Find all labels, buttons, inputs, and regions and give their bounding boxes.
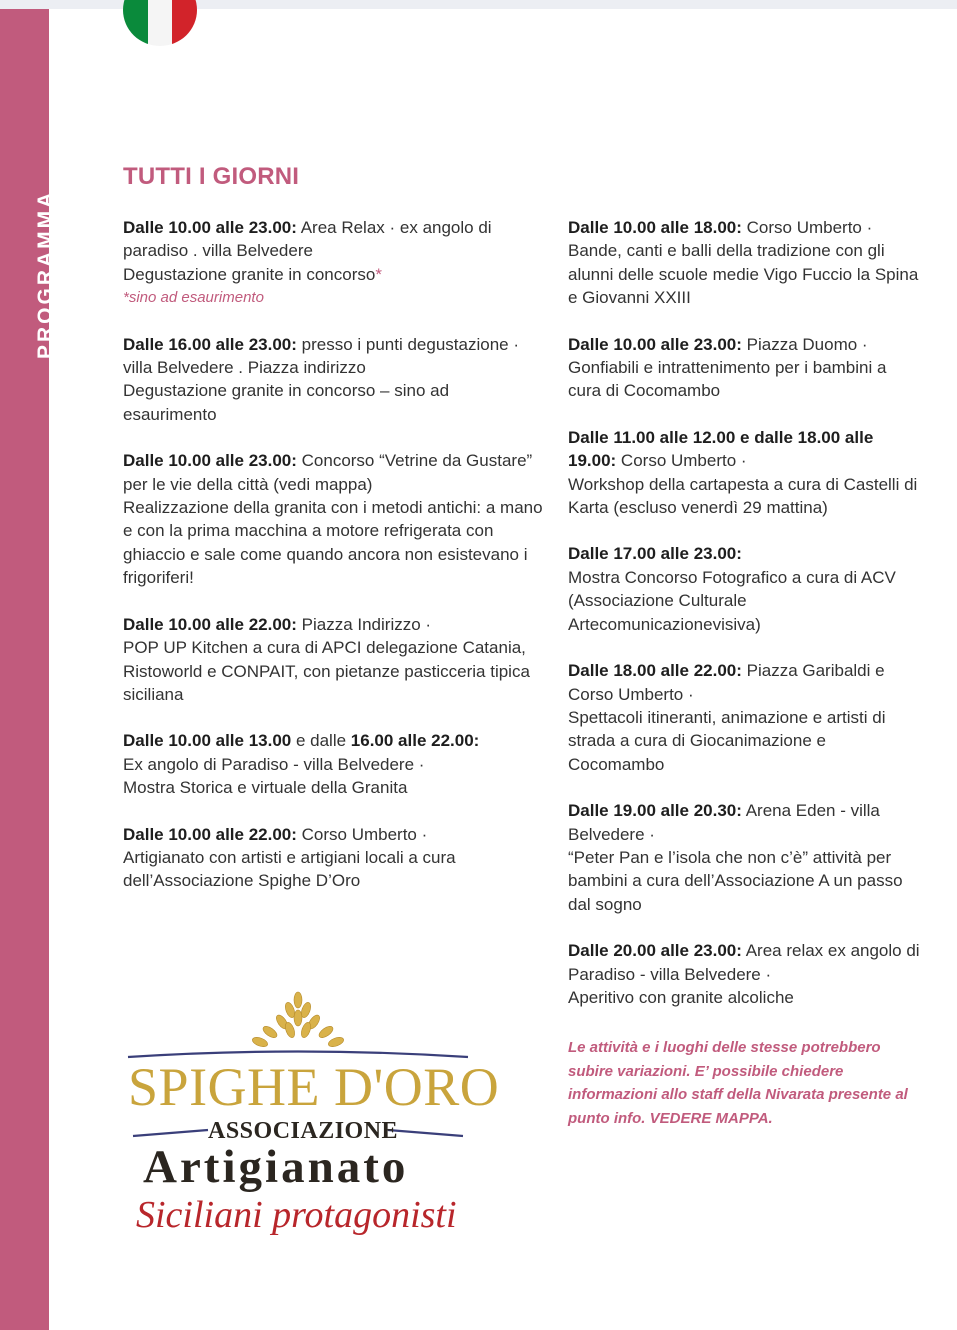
entry-time: Dalle 10.00 alle 23.00:	[123, 218, 297, 237]
entry-description: Degustazione granite in concorso – sino ad esaurimento	[123, 381, 450, 424]
entry-time: Dalle 11.00 alle 12.00 e dalle 18.00 alle 19.00:	[568, 427, 874, 471]
entry-place: Area Relax · ex angolo di paradiso . villa Belvedere	[123, 218, 492, 261]
entry-description: Mostra Storica e virtuale della Granita	[123, 778, 408, 798]
program-entry	[123, 449, 543, 589]
entry-time: Dalle 10.00 alle 23.00:	[568, 334, 742, 354]
entry-time: Dalle 20.00 alle 23.00:	[568, 941, 742, 961]
program-entry	[123, 729, 543, 799]
spighe-doro-logo	[118, 988, 500, 1248]
entry-place: Arena Eden - villa Belvedere ·	[568, 801, 880, 844]
entry-time: Dalle 16.00 alle 23.00:	[123, 334, 297, 354]
entry-place: presso i punti degustazione · villa Belvedere . Piazza indirizzo	[123, 334, 519, 378]
entry-place: Piazza Indirizzo ·	[296, 614, 432, 634]
sidebar	[0, 9, 57, 1330]
entry-place: Corso Umberto ·	[296, 824, 428, 844]
entry-time: Dalle 10.00 alle 13.00	[123, 731, 292, 751]
program-entry	[568, 426, 923, 520]
program-entry	[123, 333, 543, 427]
program-entry	[568, 216, 923, 310]
entry-place: Concorso “Vetrine da Gustare” per le vie della città (vedi mappa)	[123, 451, 533, 494]
entry-place: Ex angolo di Paradiso - villa Belvedere ·	[123, 754, 425, 774]
logo-tagline: Siciliani protagonisti	[136, 1194, 457, 1236]
left-column	[123, 216, 543, 893]
entry-time: Dalle 10.00 alle 18.00:	[568, 218, 742, 237]
asterisk: *	[375, 264, 382, 284]
program-entry	[568, 939, 923, 1009]
entry-description: “Peter Pan e l’isola che non c’è” attività per bambini a cura dell’Associazione A un passo dal sogno	[568, 847, 903, 914]
entry-time: Dalle 10.00 alle 22.00:	[123, 614, 297, 634]
entry-description: Spettacoli itineranti, animazione e artisti di strada a cura di Giocanimazione e Cocomambo	[568, 707, 886, 774]
sidebar-label: PROGRAMMA	[34, 189, 57, 359]
entry-description: Mostra Concorso Fotografico a cura di ACV (Associazione Culturale Artecomunicazionevisiva)	[568, 567, 896, 634]
entry-time: Dalle 17.00 alle 23.00:	[568, 544, 742, 564]
logo-name: SPIGHE D'ORO	[128, 1057, 500, 1117]
entry-time: Dalle 10.00 alle 22.00:	[123, 824, 297, 844]
program-entry	[123, 613, 543, 707]
entry-description: Aperitivo con granite alcoliche	[568, 987, 794, 1007]
entry-description: Piazza Duomo · Gonfiabili e intrattenimento per i bambini a cura di Cocomambo	[568, 334, 887, 401]
entry-description: POP UP Kitchen a cura di APCI delegazione Catania, Ristoworld e CONPAIT, con pietanze pasticceria tipica siciliana	[123, 638, 530, 704]
program-entry	[123, 823, 543, 893]
program-entry	[568, 333, 923, 403]
entry-time: Dalle 10.00 alle 23.00:	[123, 451, 297, 471]
entry-description: Workshop della cartapesta a cura di Castelli di Karta (escluso venerdì 29 mattina)	[568, 474, 918, 518]
entry-time-2: 16.00 alle 22.00:	[350, 731, 480, 751]
program-entry	[123, 216, 543, 310]
entry-connector: e dalle	[291, 731, 351, 751]
logo-main-word: Artigianato	[143, 1141, 409, 1193]
entry-place: Corso Umberto ·	[616, 451, 747, 471]
entry-time: Dalle 18.00 alle 22.00:	[568, 661, 742, 681]
entry-place: Piazza Garibaldi e Corso Umberto ·	[568, 661, 885, 704]
entry-description: Corso Umberto · Bande, canti e balli della tradizione con gli alunni delle scuole medie Vigo Fuccio la Spina e Giovanni XXIII	[568, 218, 919, 308]
entry-note: *sino ad esaurimento	[123, 289, 264, 307]
right-column	[568, 216, 923, 1009]
entry-time: Dalle 19.00 alle 20.30:	[568, 801, 742, 821]
logo-association: ASSOCIAZIONE	[208, 1118, 399, 1144]
section-title: TUTTI I GIORNI	[123, 163, 300, 190]
program-entry	[568, 799, 923, 916]
disclaimer-note: Le attività e i luoghi delle stesse potrebbero subire variazioni. E’ possibile chiedere informazioni allo staff della Nivarata presente al punto info. VEDERE MAPPA.	[568, 1039, 908, 1127]
entry-description: Realizzazione della granita con i metodi antichi: a mano e con la prima macchina a motore refrigerata con ghiaccio e sale come quando ancora non esistevano i frigoriferi!	[123, 498, 543, 588]
program-entry	[568, 659, 923, 776]
italian-flag-icon	[123, 0, 197, 46]
entry-description: Degustazione granite in concorso	[123, 264, 376, 284]
entry-place: Area relax ex angolo di Paradiso - villa Belvedere ·	[568, 941, 920, 984]
program-entry	[568, 542, 923, 636]
entry-description: Artigianato con artisti e artigiani locali a cura dell’Associazione Spighe D’Oro	[123, 847, 456, 891]
